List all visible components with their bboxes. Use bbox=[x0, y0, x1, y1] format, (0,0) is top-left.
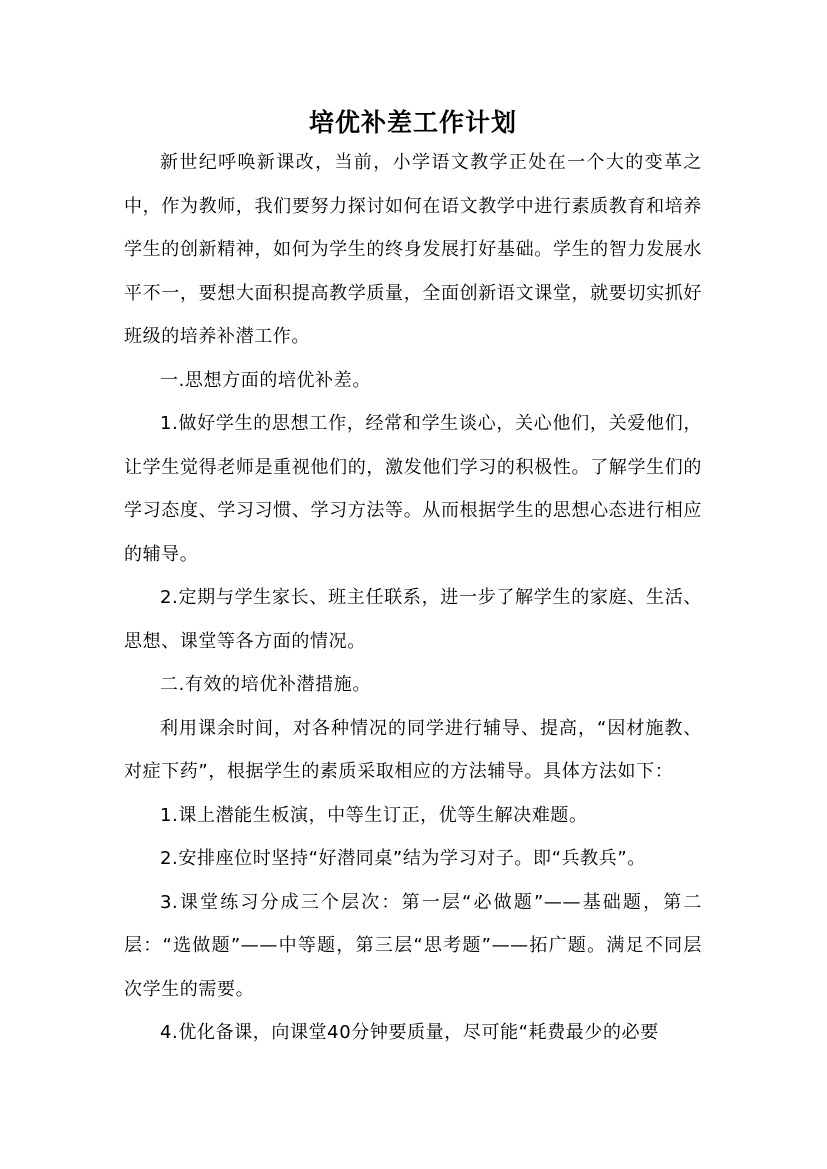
paragraph-intro: 新世纪呼唤新课改，当前，小学语文教学正处在一个大的变革之中，作为教师，我们要努力探讨如何在语文教学中进行素质教育和培养学生的创新精神，如何为学生的终身发展打好基础。学生的智力发展水平不一，要想大面积提高教学质量，全面创新语文课堂，就要切实抓好班级的培养补潜工作。 bbox=[124, 152, 702, 347]
paragraph-section-2-item-2: 2.安排座位时坚持“好潜同桌”结为学习对子。即“兵教兵”。 bbox=[160, 848, 646, 869]
paragraph-section-2-item-3: 3.课堂练习分成三个层次：第一层“必做题”——基础题，第二层：“选做题”——中等题，第三层“思考题”——拓广题。满足不同层次学生的需要。 bbox=[124, 891, 702, 1000]
paragraph-section-1-item-1: 1.做好学生的思想工作，经常和学生谈心，关心他们，关爱他们，让学生觉得老师是重视他们的，激发他们学习的积极性。了解学生们的学习态度、学习习惯、学习方法等。从而根据学生的思想心态进行相应的辅导。 bbox=[124, 413, 702, 565]
paragraph-section-2-item-4: 4.优化备课，向课堂40分钟要质量，尽可能“耗费最少的必要 bbox=[160, 1022, 659, 1043]
document-page bbox=[124, 105, 702, 1055]
paragraph-section-1-heading: 一.思想方面的培优补差。 bbox=[160, 369, 371, 391]
paragraph-section-2-item-1: 1.课上潜能生板演，中等生订正，优等生解决难题。 bbox=[160, 804, 588, 826]
paragraph-section-2-heading: 二.有效的培优补潜措施。 bbox=[160, 674, 371, 695]
paragraph-section-1-item-2: 2.定期与学生家长、班主任联系，进一步了解学生的家庭、生活、思想、课堂等各方面的情况。 bbox=[124, 587, 702, 652]
paragraph-section-2-intro: 利用课余时间，对各种情况的同学进行辅导、提高，“因材施教、对症下药”，根据学生的素质采取相应的方法辅导。具体方法如下： bbox=[124, 717, 702, 782]
document-title: 培优补差工作计划 bbox=[308, 108, 517, 137]
